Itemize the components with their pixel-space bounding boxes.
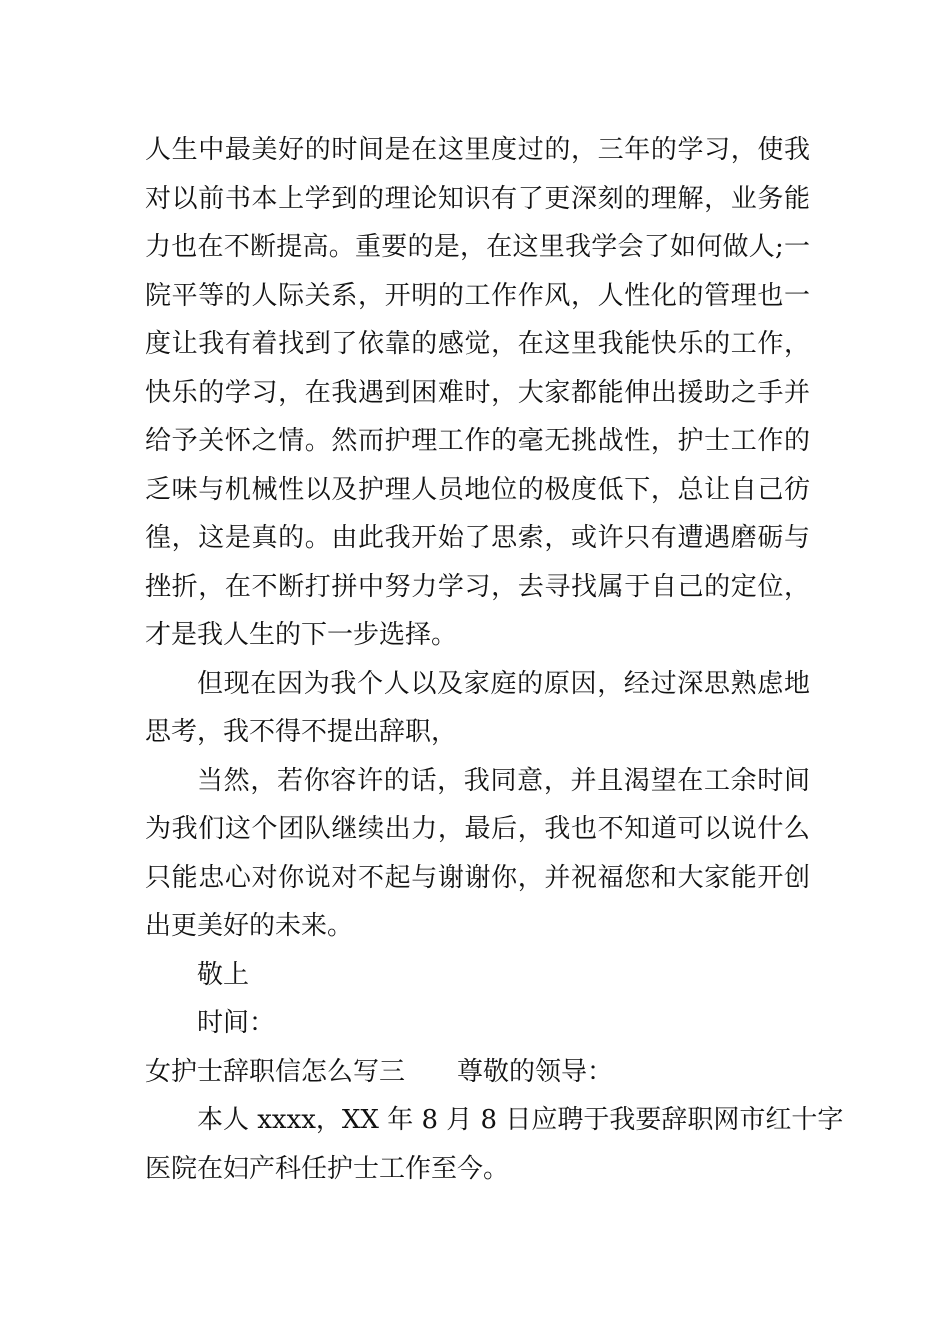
date-line: 时间： <box>197 1008 276 1038</box>
text-line: 思考，我不得不提出辞职， <box>145 717 458 747</box>
salutation: 尊敬的领导： <box>457 1056 614 1087</box>
text-line: 人生中最美好的时间是在这里度过的，三年的学习，使我 <box>145 135 810 165</box>
text-line: 出更美好的未来。 <box>145 911 354 941</box>
text-line: 才是我人生的下一步选择。 <box>145 620 458 650</box>
section-title: 女护士辞职信怎么写三 <box>145 1056 406 1087</box>
text-line: 乏味与机械性以及护理人员地位的极度低下，总让自己彷 <box>145 474 810 505</box>
text-line: 力也在不断提高。重要的是，在这里我学会了如何做人;一 <box>145 232 810 262</box>
section-line <box>145 1048 810 1097</box>
text-line: 对以前书本上学到的理论知识有了更深刻的理解，业务能 <box>145 183 810 214</box>
text-line: 挫折，在不断打拼中努力学习，去寻找属于自己的定位， <box>145 571 810 602</box>
text-line: 医院在妇产科任护士工作至今。 <box>145 1153 510 1184</box>
text-line: 院平等的人际关系，开明的工作作风，人性化的管理也一 <box>145 280 810 311</box>
text-line: 本人 xxxx，XX 年 8 月 8 日应聘于我要辞职网市红十字 <box>197 1105 844 1135</box>
text-line: 快乐的学习，在我遇到困难时，大家都能伸出援助之手并 <box>145 377 810 408</box>
closing-line: 敬上 <box>197 959 250 990</box>
document-body <box>145 126 844 1193</box>
text-line: 度让我有着找到了依靠的感觉，在这里我能快乐的工作， <box>145 329 810 359</box>
text-line: 给予关怀之情。然而护理工作的毫无挑战性，护士工作的 <box>145 426 810 456</box>
text-line: 只能忠心对你说对不起与谢谢你，并祝福您和大家能开创 <box>145 862 810 893</box>
text-line: 徨，这是真的。由此我开始了思索，或许只有遭遇磨砺与 <box>145 523 810 553</box>
text-line: 但现在因为我个人以及家庭的原因，经过深思熟虑地 <box>197 668 810 699</box>
text-line: 当然，若你容许的话，我同意，并且渴望在工余时间 <box>197 765 810 796</box>
text-line: 为我们这个团队继续出力，最后，我也不知道可以说什么 <box>145 814 810 844</box>
